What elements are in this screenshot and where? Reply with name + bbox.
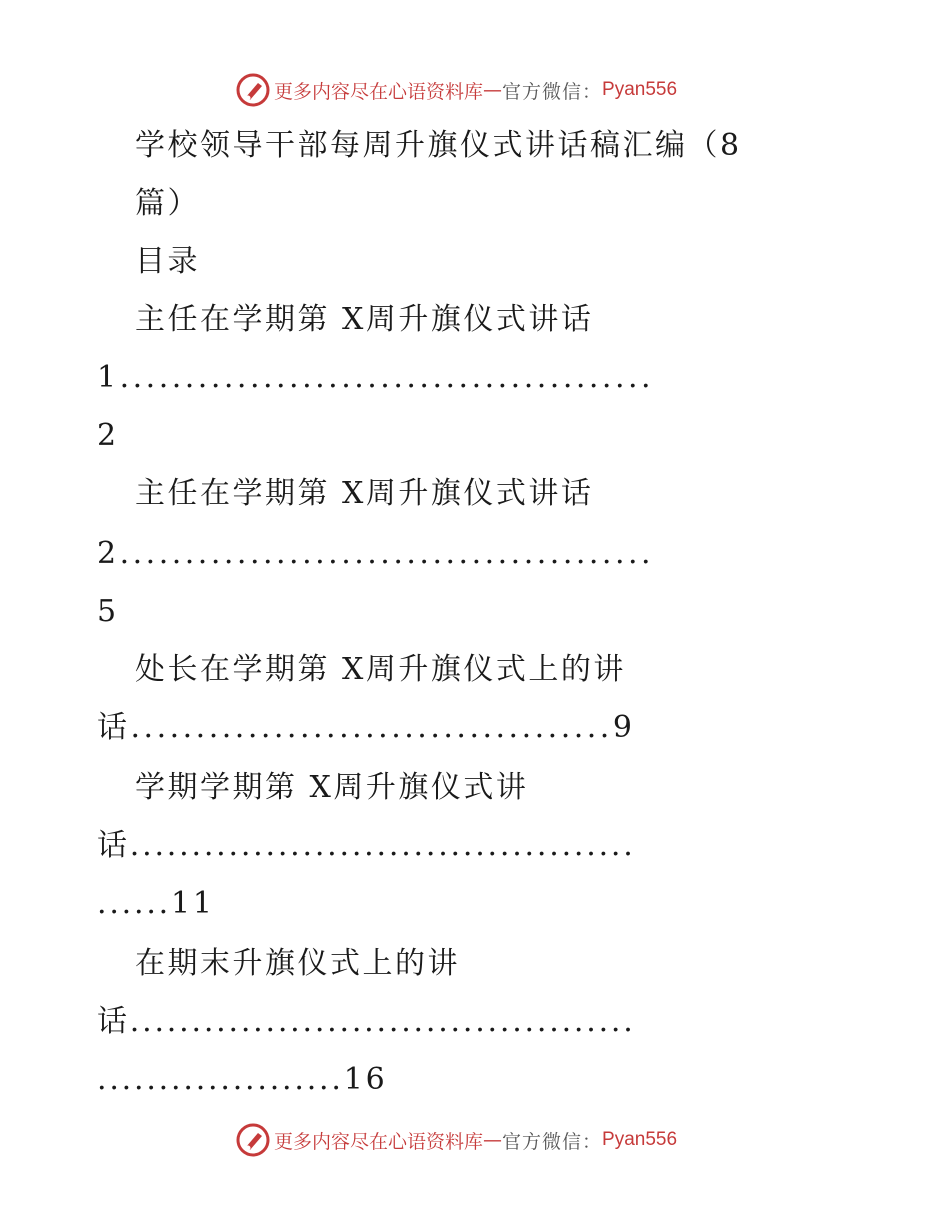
toc-entry-4-title: 学期学期第 X周升旗仪式讲 xyxy=(135,770,529,805)
toc-entry-3-title: 处长在学期第 X周升旗仪式上的讲 xyxy=(135,652,626,687)
toc-entry-4-leader: 话......................................... xyxy=(97,828,636,863)
toc-entry-1-title: 主任在学期第 X周升旗仪式讲话 xyxy=(135,302,594,337)
banner-wechat-id: Pyan556 xyxy=(602,1129,678,1150)
banner-wechat-id: Pyan556 xyxy=(602,79,678,100)
pen-logo-icon xyxy=(236,73,270,107)
banner-wechat-label: 官方微信： xyxy=(502,1130,603,1153)
toc-entry-2-page: 5 xyxy=(97,594,119,629)
document-title-line-2: 篇） xyxy=(135,186,200,221)
toc-entry-3-leader: 话.....................................9 xyxy=(97,710,636,745)
toc-entry-5-page: ....................16 xyxy=(97,1062,388,1097)
footer-banner xyxy=(236,1122,677,1158)
banner-separator: — xyxy=(483,1129,503,1151)
toc-heading: 目录 xyxy=(135,244,200,279)
toc-entry-2-title: 主任在学期第 X周升旗仪式讲话 xyxy=(135,476,594,511)
banner-wechat-label: 官方微信： xyxy=(502,80,603,103)
toc-entry-5-title: 在期末升旗仪式上的讲 xyxy=(135,946,460,981)
toc-entry-2-leader: 2......................................... xyxy=(97,536,655,571)
banner-separator: — xyxy=(483,79,503,101)
toc-entry-4-page: ......11 xyxy=(97,886,215,921)
header-banner xyxy=(236,72,677,108)
banner-text: 更多内容尽在心语资料库 xyxy=(274,80,484,103)
toc-entry-1-leader: 1......................................... xyxy=(97,360,655,395)
toc-entry-5-leader: 话......................................... xyxy=(97,1004,636,1039)
toc-entry-1-page: 2 xyxy=(97,418,119,453)
pen-logo-icon xyxy=(236,1123,270,1157)
banner-text: 更多内容尽在心语资料库 xyxy=(274,1130,484,1153)
document-title-line-1: 学校领导干部每周升旗仪式讲话稿汇编（8 xyxy=(135,128,742,163)
